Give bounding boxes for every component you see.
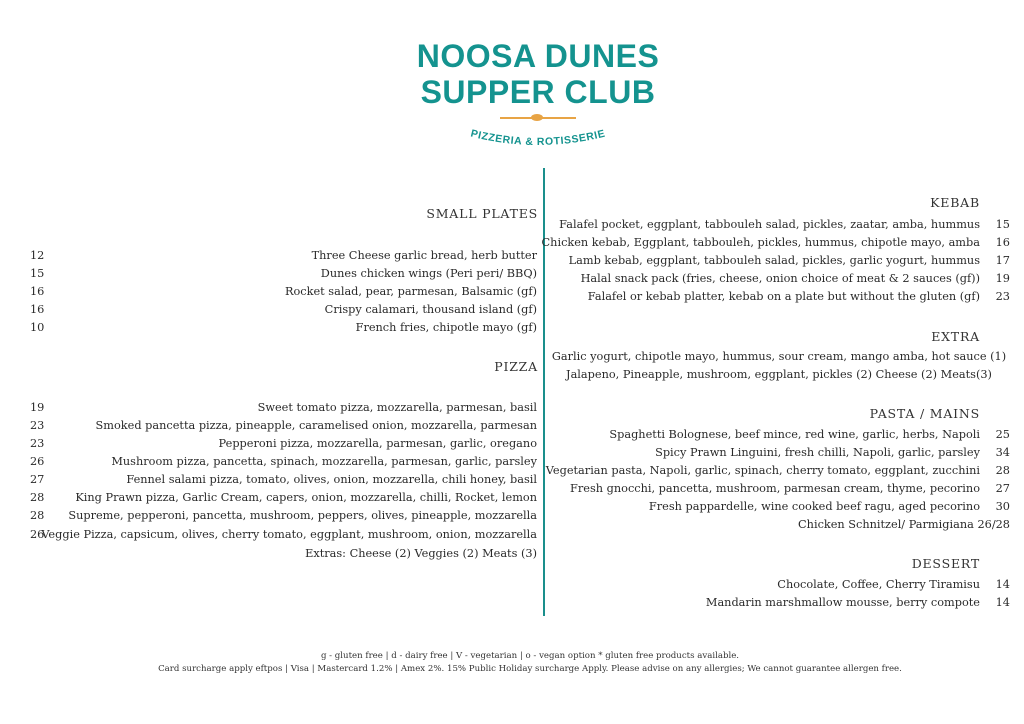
- item-price: 19: [30, 401, 45, 414]
- menu-item: [0, 283, 540, 301]
- logo-divider: [500, 113, 576, 123]
- item-description: Sweet tomato pizza, mozzarella, parmesan, basil: [257, 401, 537, 414]
- section-title-dessert: DESSERT: [911, 556, 980, 571]
- item-price: 15: [995, 218, 1010, 231]
- item-price: 12: [30, 249, 45, 262]
- item-description: Veggie Pizza, capsicum, olives, cherry tomato, eggplant, mushroom, onion, mozzarella: [41, 528, 537, 541]
- item-price: 19: [995, 272, 1010, 285]
- menu-item: [548, 288, 1010, 306]
- footer-legend: g - gluten free | d - dairy free | V - vegetarian | o - vegan option * gluten free products available.: [320, 651, 740, 661]
- menu-item: [548, 216, 1010, 234]
- item-price: 16: [30, 303, 45, 316]
- menu-item: [0, 489, 540, 507]
- item-price: 28: [995, 464, 1010, 477]
- item-description: Falafel or kebab platter, kebab on a plate but without the gluten (gf): [587, 290, 980, 303]
- section-title-extra: EXTRA: [931, 329, 980, 344]
- logo: [0, 38, 1024, 157]
- item-price: 23: [30, 437, 45, 450]
- footer-surcharge: Card surcharge apply eftpos | Visa | Mastercard 1.2% | Amex 2%. 15% Public Holiday surcharge Apply. Please advise on any allergies; We cannot guarantee allergen free.: [158, 664, 902, 674]
- menu-item: [0, 435, 540, 453]
- item-description: Halal snack pack (fries, cheese, onion choice of meat & 2 sauces (gf)): [580, 272, 980, 285]
- item-description: Chocolate, Coffee, Cherry Tiramisu: [777, 578, 980, 591]
- logo-tagline: [438, 125, 638, 157]
- item-price: 28: [30, 509, 45, 522]
- item-description: Smoked pancetta pizza, pineapple, caramelised onion, mozzarella, parmesan: [95, 419, 537, 432]
- item-description: Fresh gnocchi, pancetta, mushroom, parmesan cream, thyme, pecorino: [570, 482, 980, 495]
- item-price: 23: [995, 290, 1010, 303]
- menu-item: [548, 576, 1010, 594]
- svg-text:PIZZERIA & ROTISSERIE: PIZZERIA & ROTISSERIE: [469, 127, 607, 149]
- extra-description: Jalapeno, Pineapple, mushroom, eggplant, pickles (2) Cheese (2) Meats(3): [566, 368, 992, 381]
- item-price: 30: [995, 500, 1010, 513]
- item-description: Rocket salad, pear, parmesan, Balsamic (gf): [285, 285, 537, 298]
- item-price: 16: [995, 236, 1010, 249]
- item-price: 28: [30, 491, 45, 504]
- pizza-extras: [0, 545, 540, 563]
- section-title-kebab: KEBAB: [930, 195, 980, 210]
- menu-item: [548, 444, 1010, 462]
- item-description: Crispy calamari, thousand island (gf): [324, 303, 537, 316]
- menu-item: [0, 247, 540, 265]
- item-price: 16: [30, 285, 45, 298]
- extras-text: Extras: Cheese (2) Veggies (2) Meats (3): [305, 547, 537, 560]
- item-description: Falafel pocket, eggplant, tabbouleh salad, pickles, zaatar, amba, hummus: [559, 218, 980, 231]
- menu-item: [0, 399, 540, 417]
- item-price: 14: [995, 578, 1010, 591]
- item-price: 26: [30, 455, 45, 468]
- logo-line-1: NOOSA DUNES: [416, 38, 660, 74]
- item-price: 17: [995, 254, 1010, 267]
- item-price: 14: [995, 596, 1010, 609]
- menu-item: [0, 526, 540, 544]
- item-price: 23: [30, 419, 45, 432]
- item-description: Mushroom pizza, pancetta, spinach, mozzarella, parmesan, garlic, parsley: [111, 455, 537, 468]
- item-description: Three Cheese garlic bread, herb butter: [311, 249, 537, 262]
- item-description: Chicken kebab, Eggplant, tabbouleh, pickles, hummus, chipotle mayo, amba: [541, 236, 980, 249]
- menu-item: [0, 319, 540, 337]
- menu-item: [548, 270, 1010, 288]
- menu-item: [0, 417, 540, 435]
- item-price: 15: [30, 267, 45, 280]
- menu-item: [548, 498, 1010, 516]
- item-price: 25: [995, 428, 1010, 441]
- logo-line-2: SUPPER CLUB: [420, 74, 656, 110]
- extra-description: Garlic yogurt, chipotle mayo, hummus, sour cream, mango amba, hot sauce (1): [551, 350, 1007, 363]
- menu-item: [548, 594, 1010, 612]
- extra-line: [548, 366, 1010, 384]
- section-title-small-plates: SMALL PLATES: [426, 206, 538, 221]
- item-price: 10: [30, 321, 45, 334]
- item-description: Fresh pappardelle, wine cooked beef ragu, aged pecorino: [648, 500, 980, 513]
- item-description: Dunes chicken wings (Peri peri/ BBQ): [320, 267, 537, 280]
- item-description: French fries, chipotle mayo (gf): [355, 321, 537, 334]
- menu-item: [0, 453, 540, 471]
- menu-item: [0, 301, 540, 319]
- item-price: 27: [995, 482, 1010, 495]
- item-price: 34: [995, 446, 1010, 459]
- menu-item: [548, 252, 1010, 270]
- menu-item: [548, 480, 1010, 498]
- menu-item: [0, 471, 540, 489]
- item-description: Mandarin marshmallow mousse, berry compote: [705, 596, 980, 609]
- item-description: Supreme, pepperoni, pancetta, mushroom, peppers, olives, pineapple, mozzarella: [68, 509, 537, 522]
- item-description: Vegetarian pasta, Napoli, garlic, spinach, cherry tomato, eggplant, zucchini: [545, 464, 980, 477]
- section-title-pizza: PIZZA: [494, 359, 538, 374]
- item-price: 26: [30, 528, 45, 541]
- extra-line: [548, 348, 1010, 366]
- menu-item: [548, 426, 1010, 444]
- item-description: Spaghetti Bolognese, beef mince, red wine, garlic, herbs, Napoli: [609, 428, 980, 441]
- menu-item: [0, 507, 540, 525]
- item-description: Lamb kebab, eggplant, tabbouleh salad, pickles, garlic yogurt, hummus: [568, 254, 980, 267]
- item-price: 27: [30, 473, 45, 486]
- menu-item: [545, 462, 1010, 480]
- menu-item-schnitzel: [548, 516, 1010, 534]
- item-description: Pepperoni pizza, mozzarella, parmesan, garlic, oregano: [218, 437, 537, 450]
- menu-item: [541, 234, 1010, 252]
- menu-item: [0, 265, 540, 283]
- item-description: Chicken Schnitzel/ Parmigiana 26/28: [798, 518, 1010, 531]
- section-title-pasta-mains: PASTA / MAINS: [869, 406, 980, 421]
- item-description: Fennel salami pizza, tomato, olives, onion, mozzarella, chili honey, basil: [126, 473, 537, 486]
- item-description: Spicy Prawn Linguini, fresh chilli, Napoli, garlic, parsley: [655, 446, 980, 459]
- item-description: King Prawn pizza, Garlic Cream, capers, onion, mozzarella, chilli, Rocket, lemon: [75, 491, 537, 504]
